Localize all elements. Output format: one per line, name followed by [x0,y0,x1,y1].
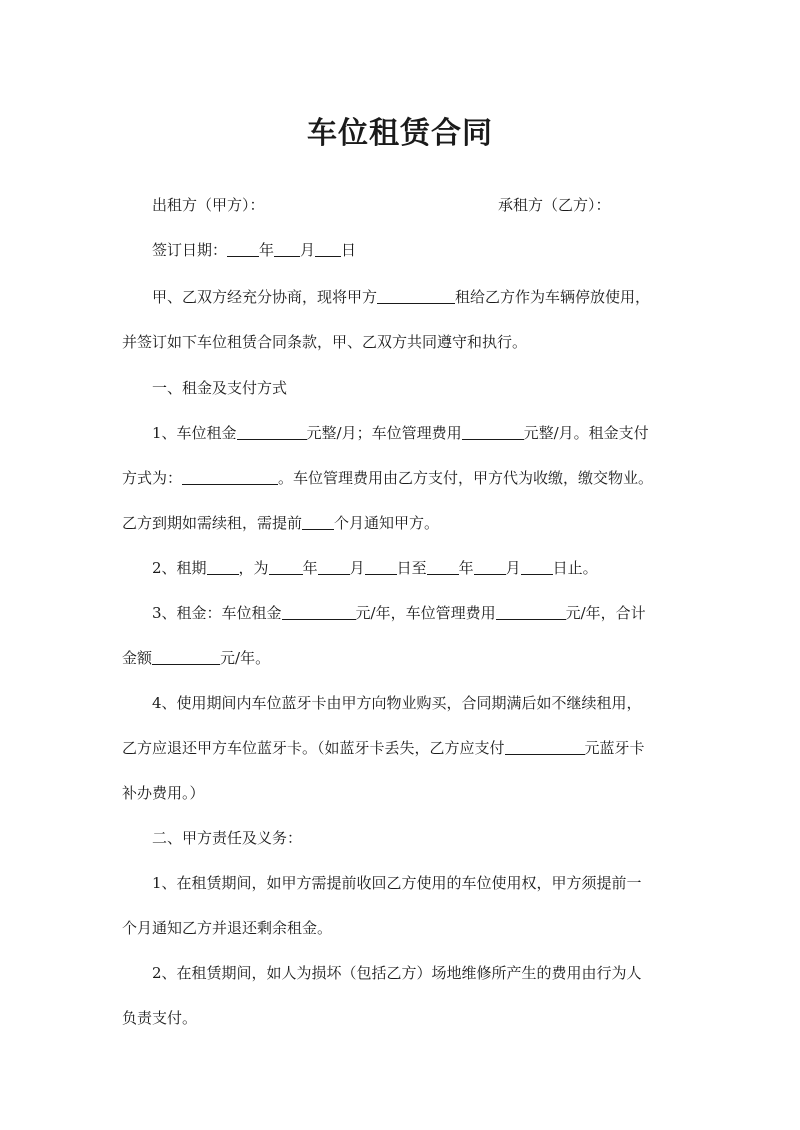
clause1-3-line-2 [122,647,270,668]
clause-text: 。车位管理费用由乙方支付，甲方代为收缴，缴交物业。 [278,469,654,487]
blank-start-year [269,559,303,575]
clause-text: 乙方到期如需续租，需提前 [122,514,303,532]
clause1-4-line-3: 补办费用。） [122,784,205,802]
blank-month [274,241,300,257]
clause-text: 个月通知甲方。 [334,514,440,532]
blank-total-amount [152,649,220,665]
section1-heading: 一、租金及支付方式 [152,379,288,397]
clause1-1-line-1 [152,422,649,443]
blank-year [227,241,259,257]
clause-text: 元/年。 [220,649,271,667]
clause2-1-line-1: 1、在租赁期间，如甲方需提前收回乙方使用的车位使用权，甲方须提前一 [152,874,642,892]
blank-parking-space [377,288,455,304]
clause-text: 方式为： [122,469,183,487]
blank-notice-months [302,514,334,530]
day-label: 日 [341,241,357,259]
blank-annual-fee [496,604,566,620]
document-title: 车位租赁合同 [307,116,493,151]
clause2-1-line-2: 个月通知乙方并退还剩余租金。 [122,919,333,937]
sign-date-label: 签订日期： [152,241,228,259]
clause1-4-line-1: 4、使用期间内车位蓝牙卡由甲方向物业购买，合同期满后如不继续租用， [152,694,642,712]
month-label: 月 [300,241,316,259]
blank-end-year [427,559,459,575]
party-a-label: 出租方（甲方）： [152,196,265,214]
intro-line-1 [152,286,650,307]
clause1-3-line-1 [152,602,646,623]
clause2-2-line-2: 负责支付。 [122,1009,198,1027]
clause-text: 1、车位租金 [152,424,237,442]
clause-text: 日至 [396,559,427,577]
year-label: 年 [259,241,275,259]
clause-text: 元/年，车位管理费用 [355,604,496,622]
intro-text-1a: 甲、乙双方经充分协商，现将甲方 [152,288,378,306]
blank-day [315,241,341,257]
blank-end-day [521,559,553,575]
clause-text: 元整/月；车位管理费用 [306,424,462,442]
clause1-4-line-2 [122,737,645,758]
clause2-2-line-1: 2、在租赁期间，如人为损坏（包括乙方）场地维修所产生的费用由行为人 [152,964,642,982]
sign-date-line [152,239,356,260]
blank-start-day [365,559,397,575]
blank-payment-method [182,469,278,485]
clause-text: 年 [302,559,318,577]
clause-text: 元整/月。租金支付 [523,424,649,442]
clause-text: 元/年，合计 [565,604,646,622]
clause1-1-line-2 [122,467,653,488]
intro-text-1b: 租给乙方作为车辆停放使用， [455,288,651,306]
section2-heading: 二、甲方责任及义务： [152,829,303,847]
blank-start-month [318,559,350,575]
clause-text: 月 [505,559,521,577]
clause-text: 2、租期 [152,559,207,577]
blank-monthly-fee [462,424,524,440]
blank-annual-rent [282,604,356,620]
blank-monthly-rent [237,424,307,440]
clause-text: 元蓝牙卡 [584,739,645,757]
blank-end-month [474,559,506,575]
blank-card-fee [505,739,585,755]
clause-text: 3、租金：车位租金 [152,604,282,622]
clause-text: 月 [349,559,365,577]
clause1-2-line [152,557,598,578]
clause-text: 年 [458,559,474,577]
clause-text: ，为 [238,559,269,577]
clause-text: 金额 [122,649,153,667]
party-b-label: 承租方（乙方）： [498,196,611,214]
clause1-1-line-3 [122,512,439,533]
blank-term [207,559,239,575]
clause-text: 乙方应退还甲方车位蓝牙卡。（如蓝牙卡丢失，乙方应支付 [122,739,505,757]
clause-text: 日止。 [552,559,598,577]
intro-line-2: 并签订如下车位租赁合同条款，甲、乙双方共同遵守和执行。 [122,333,528,351]
